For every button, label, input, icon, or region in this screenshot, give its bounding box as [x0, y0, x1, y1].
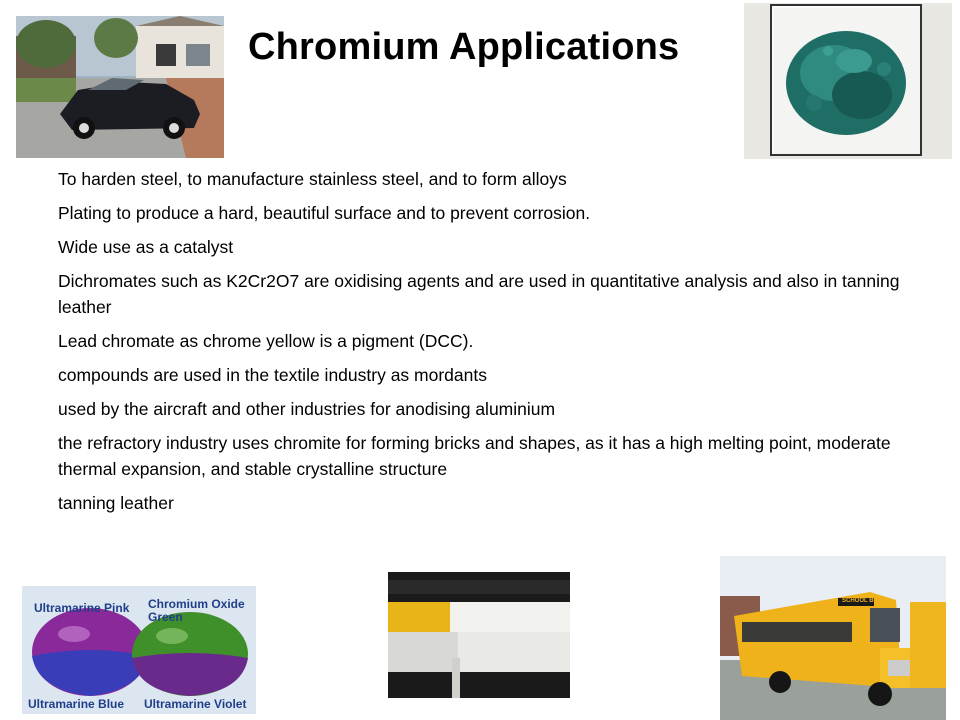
- list-item: the refractory industry uses chromite for forming bricks and shapes, as it has a high melting point, moderate thermal expansion, and stable crystalline structure: [58, 433, 891, 479]
- pigment-label: Ultramarine Pink: [34, 601, 130, 615]
- car-photo: [16, 16, 224, 158]
- bus-sign: SCHOOL BUS: [842, 598, 882, 604]
- list-item: Wide use as a catalyst: [58, 237, 234, 257]
- list-item: used by the aircraft and other industries for anodising aluminium: [58, 399, 556, 419]
- chromium-oxide-powder-photo: [744, 3, 952, 159]
- list-item: Lead chromate as chrome yellow is a pigment (DCC).: [58, 331, 474, 351]
- list-item: Dichromates such as K2Cr2O7 are oxidising agents and are used in quantitative analysis and also in tanning leather: [58, 271, 900, 317]
- pigment-label: Chromium Oxide Green: [148, 597, 245, 624]
- pigment-label: Ultramarine Blue: [28, 697, 125, 711]
- pigment-label: Ultramarine Violet: [144, 697, 247, 711]
- list-item: tanning leather: [58, 493, 174, 513]
- slide-title: Chromium Applications: [248, 26, 680, 68]
- list-item: To harden steel, to manufacture stainless steel, and to form alloys: [58, 169, 567, 189]
- chrome-yellow-paint-photo: [388, 572, 570, 698]
- school-bus-photo: [720, 556, 946, 720]
- pigment-eggs-photo: [22, 586, 256, 714]
- application-list: [58, 166, 918, 524]
- list-item: Plating to produce a hard, beautiful surface and to prevent corrosion.: [58, 203, 591, 223]
- list-item: compounds are used in the textile industry as mordants: [58, 365, 487, 385]
